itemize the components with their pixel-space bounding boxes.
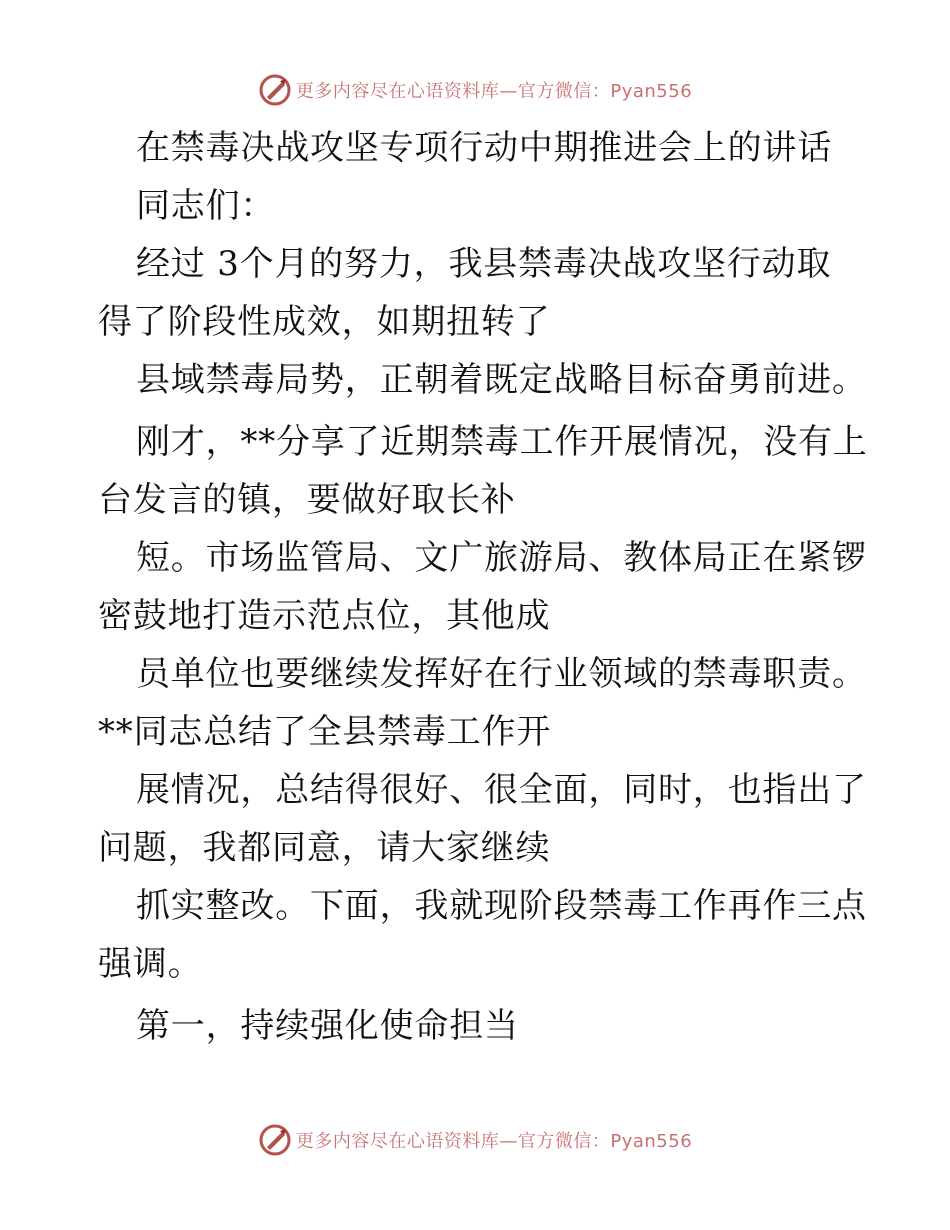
- watermark-text: 更多内容尽在心语资料库—官方微信：Pyan556: [295, 1131, 693, 1152]
- text-line: 经过 3个月的努力，我县禁毒决战攻坚行动取: [136, 244, 832, 284]
- text-line: 员单位也要继续发挥好在行业领域的禁毒职责。: [136, 654, 867, 694]
- footer-watermark: [0, 1120, 950, 1160]
- text-line: 密鼓地打造示范点位，其他成: [98, 596, 551, 636]
- text-line: 台发言的镇，要做好取长补: [98, 480, 516, 520]
- text-line: 展情况，总结得很好、很全面，同时，也指出了: [136, 770, 867, 810]
- text-line: 抓实整改。下面，我就现阶段禁毒工作再作三点: [136, 886, 867, 926]
- header-watermark: [0, 70, 950, 110]
- salutation: 同志们：: [136, 186, 276, 226]
- seal-logo-icon: [258, 1123, 292, 1157]
- text-line: 问题，我都同意，请大家继续: [98, 828, 551, 868]
- text-line: **同志总结了全县禁毒工作开: [98, 712, 552, 752]
- text-line: 强调。: [98, 944, 203, 984]
- text-line: 刚才，**分享了近期禁毒工作开展情况，没有上: [136, 422, 868, 462]
- document-title: 在禁毒决战攻坚专项行动中期推进会上的讲话: [136, 128, 832, 168]
- seal-logo-icon: [258, 73, 292, 107]
- text-line: 得了阶段性成效，如期扭转了: [98, 302, 551, 342]
- text-line: 短。市场监管局、文广旅游局、教体局正在紧锣: [136, 538, 867, 578]
- watermark-text: 更多内容尽在心语资料库—官方微信：Pyan556: [295, 81, 693, 102]
- section-heading: 第一，持续强化使命担当: [136, 1006, 519, 1046]
- text-line: 县域禁毒局势，正朝着既定战略目标奋勇前进。: [136, 360, 867, 400]
